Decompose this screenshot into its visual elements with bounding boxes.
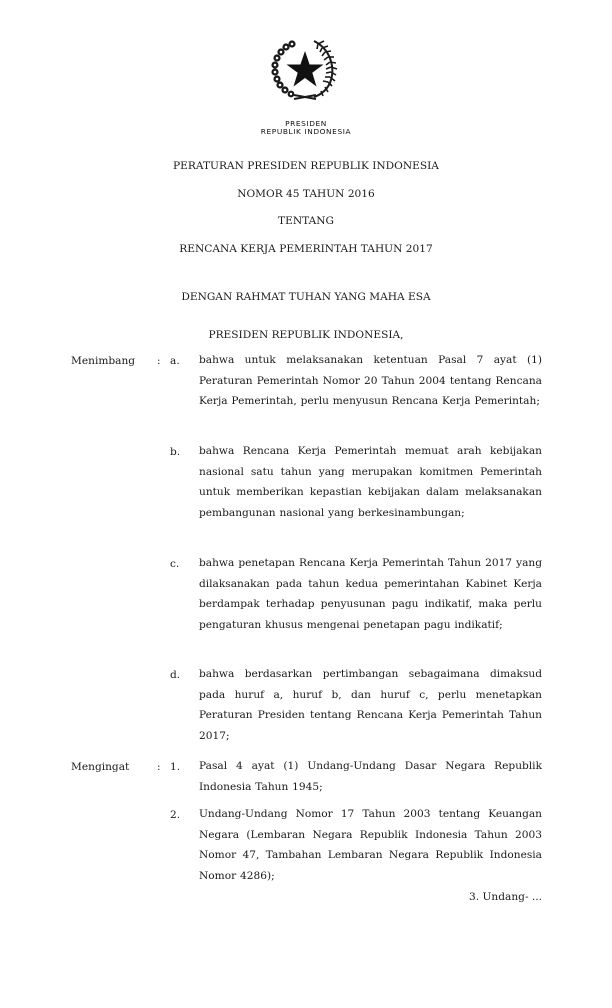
item-text: Pasal 4 ayat (1) Undang-Undang Dasar Negara Republik Indonesia Tahun 1945; — [199, 760, 542, 793]
item-marker: c. — [170, 558, 180, 570]
garuda-star-wreath-emblem-icon — [270, 37, 340, 105]
item-text: bahwa untuk melaksanakan ketentuan Pasal 7 ayat (1) Peraturan Pemerintah Nomor 20 Tahun 2004 tentang Rencana Kerja Pemerintah, perlu menyusun Rencana Kerja Pemerintah; — [199, 354, 542, 408]
item-text: Undang-Undang Nomor 17 Tahun 2003 tentang Keuangan Negara (Lembaran Negara Republik Indonesia Tahun 2003 Nomor 47, Tambahan Lembaran Negara Republik Indonesia Nomor 4286); — [199, 808, 542, 883]
item-marker: 1. — [170, 761, 181, 773]
regulation-number: NOMOR 45 TAHUN 2016 — [237, 188, 375, 200]
item-marker: b. — [170, 446, 181, 458]
menimbang-label: Menimbang — [71, 355, 136, 367]
mengingat-colon: : — [157, 761, 161, 773]
regulation-subject: RENCANA KERJA PEMERINTAH TAHUN 2017 — [179, 243, 433, 255]
item-marker: 2. — [170, 809, 181, 821]
invocation: DENGAN RAHMAT TUHAN YANG MAHA ESA — [181, 291, 431, 303]
menimbang-colon: : — [157, 355, 161, 367]
issuer: PRESIDEN REPUBLIK INDONESIA, — [208, 329, 404, 341]
item-text: bahwa penetapan Rencana Kerja Pemerintah Tahun 2017 yang dilaksanakan pada tahun kedua pemerintahan Kabinet Kerja berdampak terhadap penyusunan pagu indikatif, maka perlu pengaturan khusus mengenai penetapan pagu indikatif; — [199, 557, 542, 632]
emblem-caption-line1: PRESIDEN — [285, 119, 327, 128]
emblem-caption-line2: REPUBLIK INDONESIA — [260, 127, 352, 136]
item-text: bahwa Rencana Kerja Pemerintah memuat arah kebijakan nasional satu tahun yang merupakan komitmen Pemerintah untuk memberikan kepastian kebijakan dalam melaksanakan pembangunan nasional yang berkesinambungan; — [199, 445, 542, 520]
page-continuation: 3. Undang- ... — [469, 891, 542, 903]
regulation-about: TENTANG — [278, 215, 334, 227]
regulation-title: PERATURAN PRESIDEN REPUBLIK INDONESIA — [173, 160, 439, 172]
mengingat-label: Mengingat — [71, 761, 130, 773]
item-marker: d. — [170, 669, 181, 681]
item-marker: a. — [170, 355, 180, 367]
item-text: bahwa berdasarkan pertimbangan sebagaimana dimaksud pada huruf a, huruf b, dan huruf c, perlu menetapkan Peraturan Presiden tentang Rencana Kerja Pemerintah Tahun 2017; — [199, 668, 542, 743]
